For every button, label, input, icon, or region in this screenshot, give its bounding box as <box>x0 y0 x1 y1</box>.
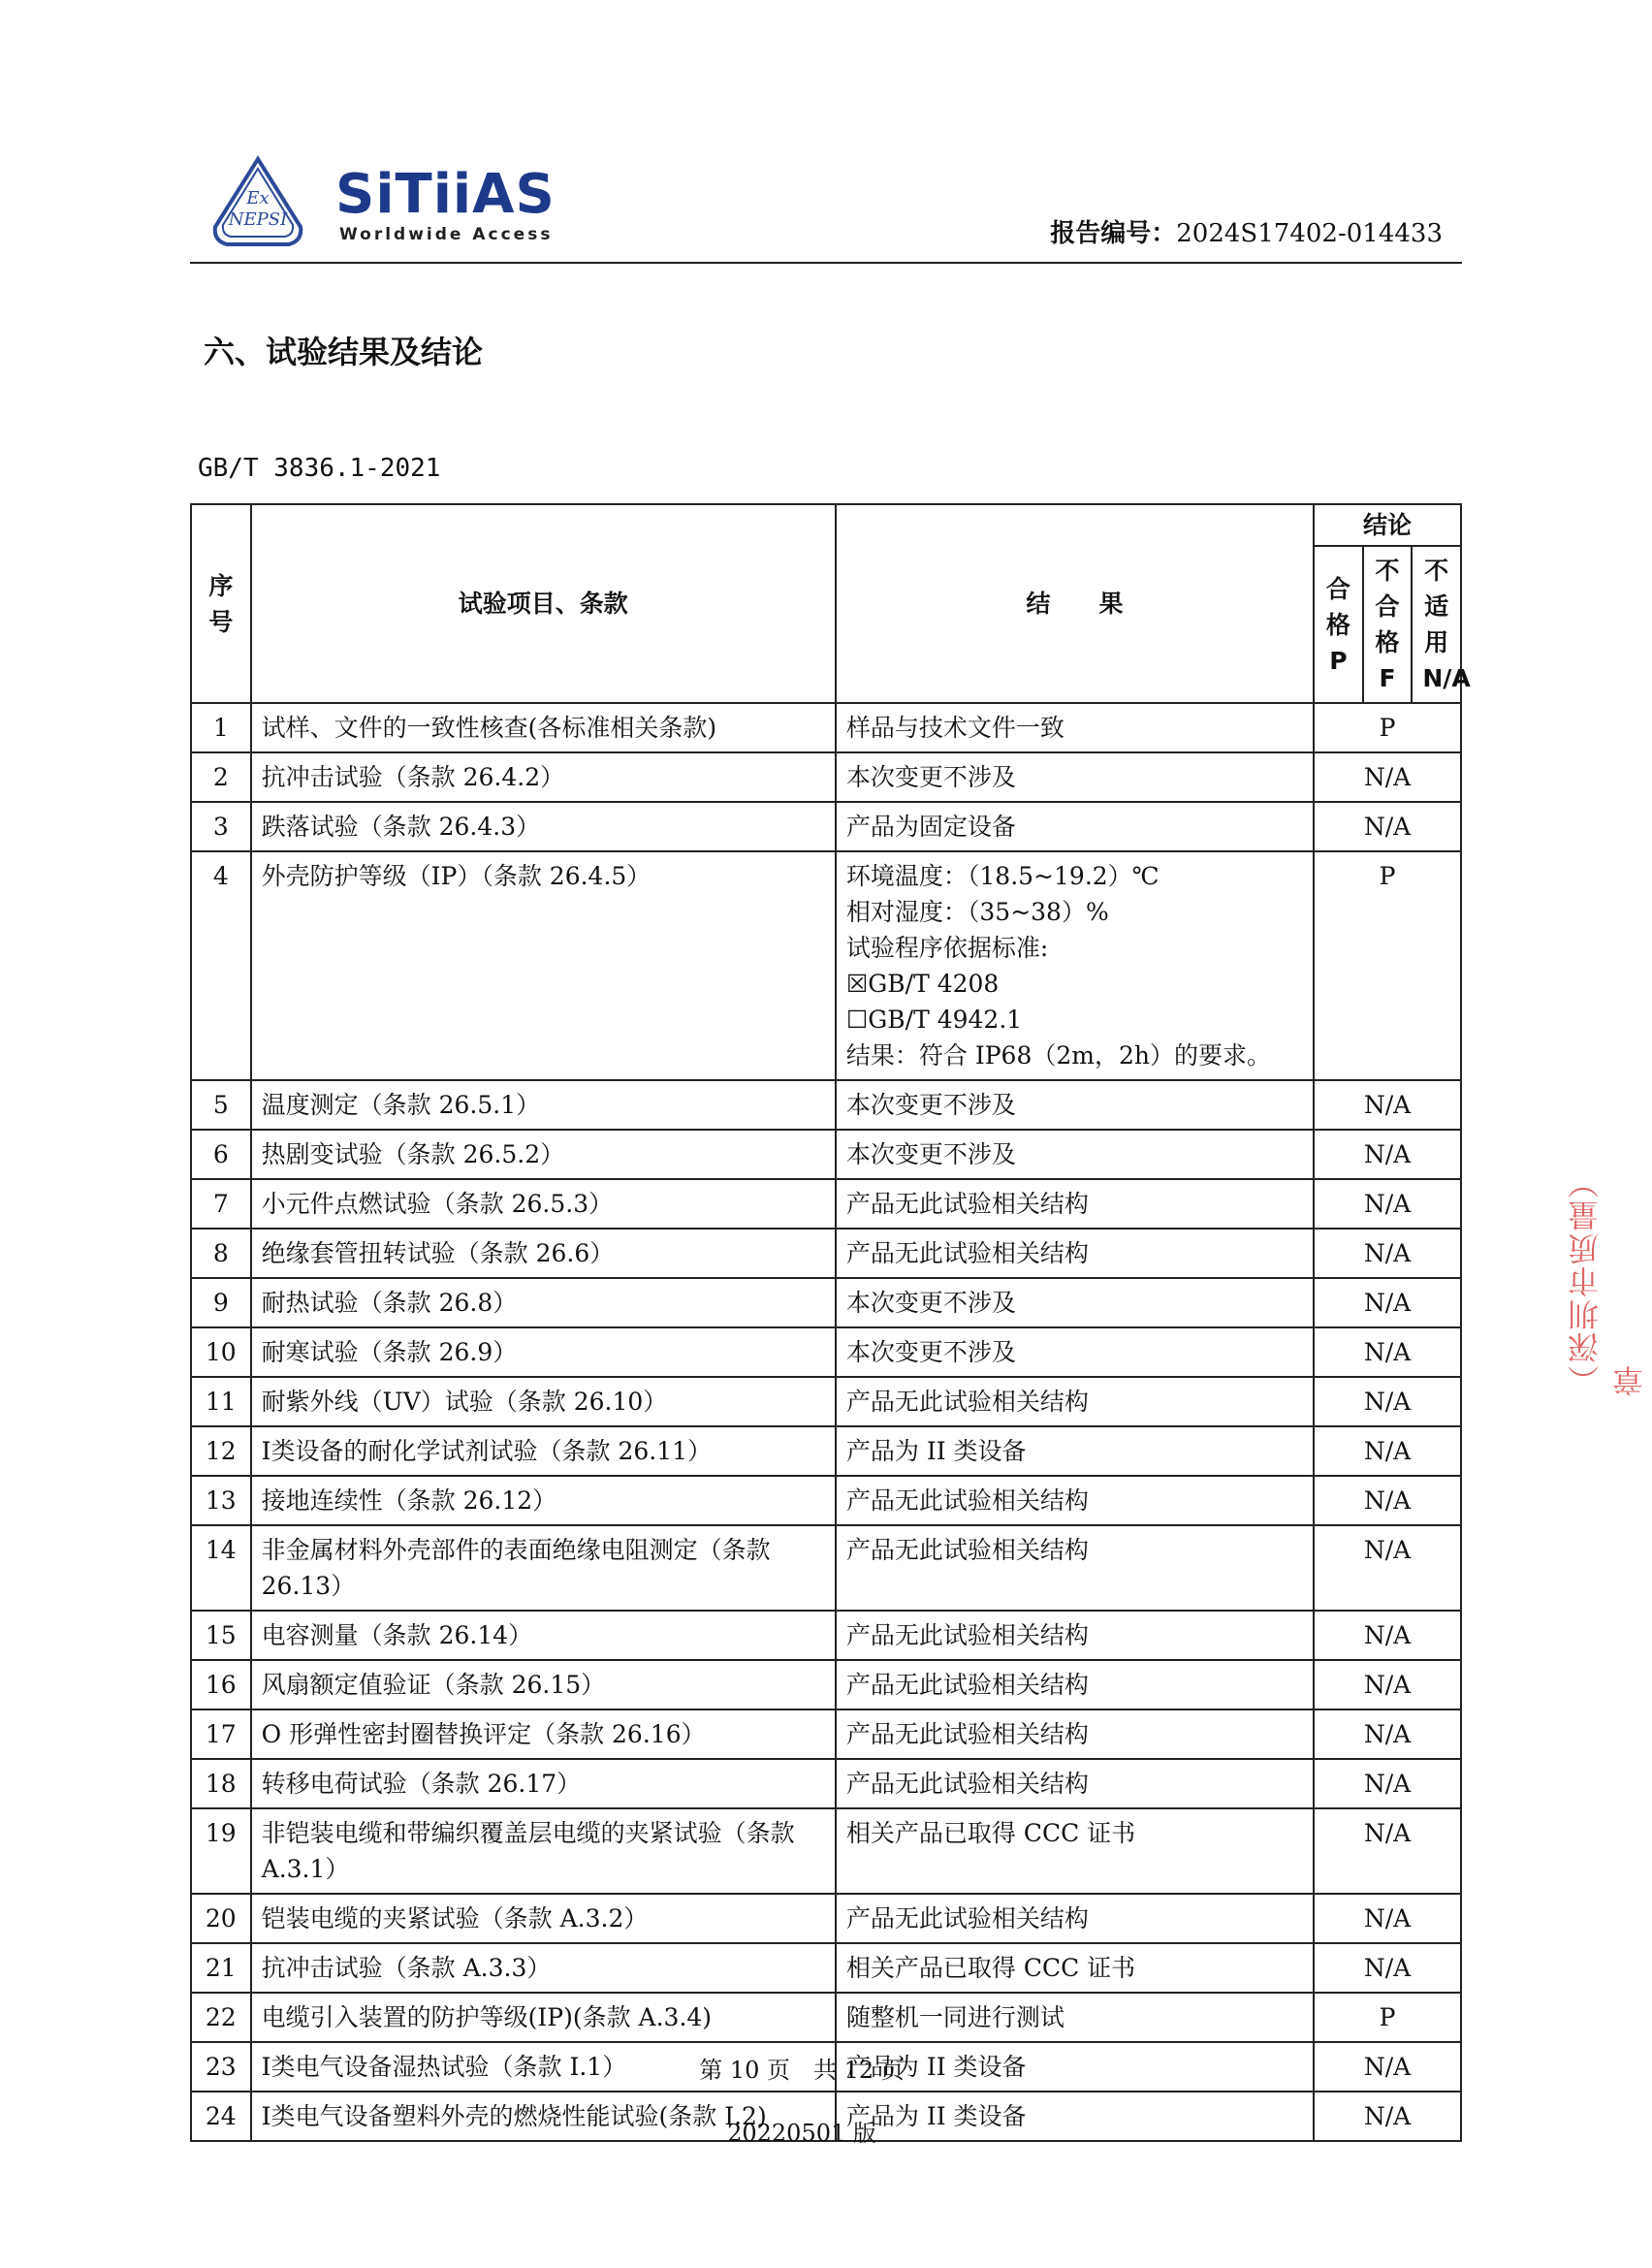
test-result: 相关产品已取得 CCC 证书 <box>836 1808 1314 1894</box>
row-number: 24 <box>191 2092 251 2141</box>
header-divider <box>190 262 1462 264</box>
conclusion-value: N/A <box>1314 1476 1461 1525</box>
conclusion-value: N/A <box>1314 1426 1461 1476</box>
test-item: 热剧变试验（条款 26.5.2） <box>251 1130 836 1179</box>
conclusion-value: N/A <box>1314 1377 1461 1426</box>
test-item: Ⅰ类电气设备湿热试验（条款 I.1） <box>251 2042 836 2092</box>
header-pass: 合格P <box>1314 546 1363 703</box>
test-result: 产品无此试验相关结构 <box>836 1709 1314 1759</box>
conclusion-value: N/A <box>1314 1808 1461 1894</box>
table-row <box>191 851 1461 1080</box>
row-number: 21 <box>191 1943 251 1993</box>
test-result: 产品无此试验相关结构 <box>836 1476 1314 1525</box>
test-result: 样品与技术文件一致 <box>836 703 1314 752</box>
row-number: 10 <box>191 1327 251 1377</box>
page-number: 第 10 页 共 12 页 <box>699 2057 905 2084</box>
test-result: 产品为 II 类设备 <box>836 1426 1314 1476</box>
test-result: 产品为 II 类设备 <box>836 2042 1314 2092</box>
conclusion-value: N/A <box>1314 1229 1461 1278</box>
result-line: 相对湿度：（35~38）% <box>845 898 1109 926</box>
table-row <box>191 1476 1461 1525</box>
row-number: 4 <box>191 851 251 1080</box>
table-row <box>191 1894 1461 1943</box>
version-label: 20220501 版 <box>727 2120 876 2147</box>
row-number: 7 <box>191 1179 251 1229</box>
test-item: 抗冲击试验（条款 26.4.2） <box>251 752 836 802</box>
section-title: 六、试验结果及结论 <box>204 334 484 370</box>
header-na: 不适用N/A <box>1412 546 1461 703</box>
table-row <box>191 1943 1461 1993</box>
header-no: 序号 <box>191 504 251 703</box>
test-item: 铠装电缆的夹紧试验（条款 A.3.2） <box>251 1894 836 1943</box>
conclusion-value: N/A <box>1314 1130 1461 1179</box>
table-row <box>191 1709 1461 1759</box>
table-row <box>191 1080 1461 1130</box>
conclusion-value: P <box>1314 703 1461 752</box>
nepsi-logo <box>209 155 306 252</box>
test-item: 风扇额定值验证（条款 26.15） <box>251 1660 836 1709</box>
conclusion-value: P <box>1314 1993 1461 2042</box>
header-fail: 不合格F <box>1363 546 1413 703</box>
test-item: 跌落试验（条款 26.4.3） <box>251 802 836 851</box>
table-row <box>191 1426 1461 1476</box>
test-result: 产品无此试验相关结构 <box>836 1611 1314 1660</box>
conclusion-value: N/A <box>1314 2092 1461 2141</box>
table-row <box>191 1660 1461 1709</box>
row-number: 13 <box>191 1476 251 1525</box>
conclusion-value: N/A <box>1314 1660 1461 1709</box>
table-row <box>191 1229 1461 1278</box>
conclusion-value: N/A <box>1314 1709 1461 1759</box>
test-item: 温度测定（条款 26.5.1） <box>251 1080 836 1130</box>
conclusion-value: N/A <box>1314 802 1461 851</box>
row-number: 8 <box>191 1229 251 1278</box>
test-result: 产品无此试验相关结构 <box>836 1894 1314 1943</box>
test-result: 本次变更不涉及 <box>836 1278 1314 1327</box>
test-result: 产品为 II 类设备 <box>836 2092 1314 2141</box>
result-line: 结果：符合 IP68（2m，2h）的要求。 <box>845 1041 1271 1070</box>
row-number: 16 <box>191 1660 251 1709</box>
conclusion-value: N/A <box>1314 752 1461 802</box>
test-item: 小元件点燃试验（条款 26.5.3） <box>251 1179 836 1229</box>
test-item: 耐寒试验（条款 26.9） <box>251 1327 836 1377</box>
conclusion-value: N/A <box>1314 1894 1461 1943</box>
test-result: 产品无此试验相关结构 <box>836 1759 1314 1808</box>
test-result: 本次变更不涉及 <box>836 1080 1314 1130</box>
test-result: 相关产品已取得 CCC 证书 <box>836 1943 1314 1993</box>
conclusion-value: N/A <box>1314 1327 1461 1377</box>
test-result: 产品无此试验相关结构 <box>836 1525 1314 1611</box>
report-number-label: 报告编号： <box>1050 219 1177 248</box>
row-number: 22 <box>191 1993 251 2042</box>
row-number: 15 <box>191 1611 251 1660</box>
test-item: 耐热试验（条款 26.8） <box>251 1278 836 1327</box>
test-item: 电容测量（条款 26.14） <box>251 1611 836 1660</box>
test-result: 产品无此试验相关结构 <box>836 1229 1314 1278</box>
row-number: 17 <box>191 1709 251 1759</box>
brand-tagline: Worldwide Access <box>339 225 554 244</box>
conclusion-value: N/A <box>1314 1611 1461 1660</box>
test-result: 本次变更不涉及 <box>836 752 1314 802</box>
test-item: 绝缘套管扭转试验（条款 26.6） <box>251 1229 836 1278</box>
conclusion-value: N/A <box>1314 1179 1461 1229</box>
header-result: 结 果 <box>836 504 1314 703</box>
table-row <box>191 1808 1461 1894</box>
sitiias-logo <box>335 165 556 244</box>
table-row <box>191 1327 1461 1377</box>
test-item: 转移电荷试验（条款 26.17） <box>251 1759 836 1808</box>
test-item: Ⅰ类电气设备塑料外壳的燃烧性能试验(条款 I.2) <box>251 2092 836 2141</box>
row-number: 19 <box>191 1808 251 1894</box>
test-item: 抗冲击试验（条款 A.3.3） <box>251 1943 836 1993</box>
test-item: 耐紫外线（UV）试验（条款 26.10） <box>251 1377 836 1426</box>
header-conclusion: 结论 <box>1314 504 1461 546</box>
test-result: 本次变更不涉及 <box>836 1130 1314 1179</box>
test-item: 电缆引入装置的防护等级(IP)(条款 A.3.4) <box>251 1993 836 2042</box>
table-row <box>191 1377 1461 1426</box>
test-item: 非铠装电缆和带编织覆盖层电缆的夹紧试验（条款 A.3.1） <box>251 1808 836 1894</box>
conclusion-value: N/A <box>1314 2042 1461 2092</box>
result-line: 环境温度：（18.5~19.2）℃ <box>845 862 1160 890</box>
row-number: 1 <box>191 703 251 752</box>
red-seal-stamp <box>1561 1164 1648 1396</box>
page-header <box>190 155 1462 262</box>
test-result: 随整机一同进行测试 <box>836 1993 1314 2042</box>
table-header-row <box>191 504 1461 546</box>
row-number: 20 <box>191 1894 251 1943</box>
conclusion-value: N/A <box>1314 1525 1461 1611</box>
table-row <box>191 1278 1461 1327</box>
row-number: 5 <box>191 1080 251 1130</box>
row-number: 3 <box>191 802 251 851</box>
conclusion-value: N/A <box>1314 1080 1461 1130</box>
header-item: 试验项目、条款 <box>251 504 836 703</box>
table-row <box>191 1179 1461 1229</box>
test-item: Ⅰ类设备的耐化学试剂试验（条款 26.11） <box>251 1426 836 1476</box>
row-number: 23 <box>191 2042 251 2092</box>
test-item: 试样、文件的一致性核查(各标准相关条款) <box>251 703 836 752</box>
table-row <box>191 1759 1461 1808</box>
table-row <box>191 1611 1461 1660</box>
row-number: 2 <box>191 752 251 802</box>
table-row <box>191 802 1461 851</box>
table-row <box>191 752 1461 802</box>
test-item: 接地连续性（条款 26.12） <box>251 1476 836 1525</box>
nepsi-logo-text: NEPSI <box>228 209 288 230</box>
test-result: 产品为固定设备 <box>836 802 1314 851</box>
standard-reference: GB/T 3836.1-2021 <box>198 454 441 483</box>
nepsi-logo-ex: Ex <box>246 188 270 208</box>
test-result: 产品无此试验相关结构 <box>836 1377 1314 1426</box>
report-number-value: 2024S17402-014433 <box>1176 219 1443 248</box>
test-result: 产品无此试验相关结构 <box>836 1660 1314 1709</box>
test-item: O 形弹性密封圈替换评定（条款 26.16） <box>251 1709 836 1759</box>
row-number: 11 <box>191 1377 251 1426</box>
test-result <box>836 851 1314 1080</box>
table-row <box>191 703 1461 752</box>
result-line: ☐GB/T 4942.1 <box>845 1006 1023 1034</box>
test-result: 本次变更不涉及 <box>836 1327 1314 1377</box>
conclusion-value: P <box>1314 851 1461 1080</box>
brand-name: SiTiiAS <box>335 163 556 226</box>
test-result: 产品无此试验相关结构 <box>836 1179 1314 1229</box>
conclusion-value: N/A <box>1314 1278 1461 1327</box>
table-row <box>191 1130 1461 1179</box>
test-item: 非金属材料外壳部件的表面绝缘电阻测定（条款 26.13） <box>251 1525 836 1611</box>
report-number <box>1050 213 1443 249</box>
test-item: 外壳防护等级（IP）（条款 26.4.5） <box>251 851 836 1080</box>
conclusion-value: N/A <box>1314 1759 1461 1808</box>
conclusion-value: N/A <box>1314 1943 1461 1993</box>
seal-text: （深圳市质量） 章 <box>1567 1166 1648 1396</box>
row-number: 12 <box>191 1426 251 1476</box>
result-line: ☒GB/T 4208 <box>845 970 1000 998</box>
row-number: 9 <box>191 1278 251 1327</box>
row-number: 6 <box>191 1130 251 1179</box>
row-number: 18 <box>191 1759 251 1808</box>
result-line: 试验程序依据标准: <box>845 934 1049 962</box>
table-row <box>191 1525 1461 1611</box>
results-table <box>190 503 1471 2142</box>
table-row <box>191 1993 1461 2042</box>
row-number: 14 <box>191 1525 251 1611</box>
